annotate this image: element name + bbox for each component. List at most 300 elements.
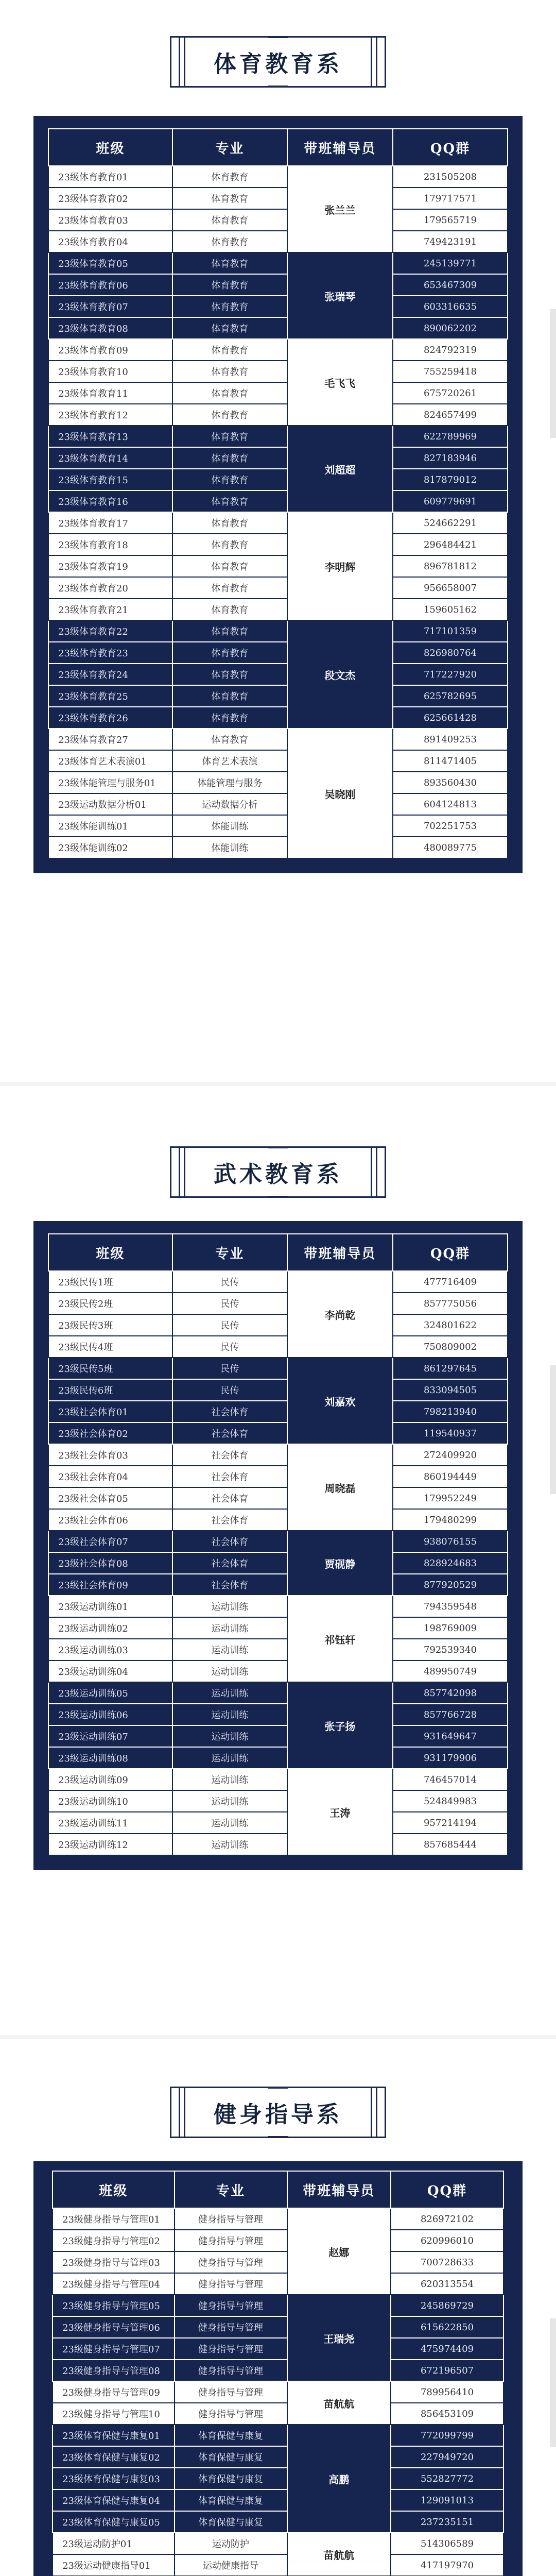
- major-cell: 体育教育: [172, 664, 287, 685]
- table-row: [53, 2511, 503, 2533]
- class-name-cell: 23级社会体育09: [48, 1574, 172, 1596]
- class-name-cell: 23级健身指导与管理05: [53, 2295, 175, 2316]
- class-name-cell: 23级体育教育22: [48, 620, 172, 642]
- qq-group-cell[interactable]: 890062202: [393, 317, 508, 339]
- table-row: [48, 1725, 508, 1747]
- qq-group-cell[interactable]: 514306589: [391, 2533, 503, 2554]
- major-cell: 体育艺术表演: [172, 750, 287, 772]
- qq-group-cell[interactable]: 179952249: [393, 1487, 508, 1509]
- class-name-cell: 23级运动健康指导01: [53, 2554, 175, 2576]
- class-name-cell: 23级体育教育01: [48, 166, 172, 188]
- table-row: [48, 815, 508, 837]
- qq-group-cell[interactable]: 524662291: [393, 512, 508, 534]
- advisor-cell: 贾砚静: [287, 1531, 393, 1596]
- table-row: [48, 426, 508, 447]
- qq-group-cell[interactable]: 296484421: [393, 534, 508, 555]
- major-cell: 体能训练: [172, 837, 287, 858]
- class-name-cell: 23级民传4班: [48, 1336, 172, 1358]
- major-cell: 体育教育: [172, 166, 287, 188]
- table-row: [48, 664, 508, 685]
- class-name-cell: 23级体育教育19: [48, 555, 172, 577]
- qq-group-cell[interactable]: 179480299: [393, 1509, 508, 1531]
- qq-group-cell[interactable]: 798213940: [393, 1401, 508, 1422]
- table-frame: [33, 1221, 523, 1870]
- column-header: QQ群: [393, 129, 508, 166]
- major-cell: 社会体育: [172, 1444, 287, 1466]
- table-row: [48, 490, 508, 512]
- column-header: 班级: [53, 2171, 175, 2208]
- qq-group-cell[interactable]: 956658007: [393, 577, 508, 599]
- major-cell: 体育教育: [172, 361, 287, 382]
- table-row: [48, 1682, 508, 1704]
- section-title-frame: [0, 36, 556, 88]
- qq-group-cell[interactable]: 480089775: [393, 837, 508, 858]
- qq-group-cell[interactable]: 826980764: [393, 642, 508, 664]
- major-cell: 运动训练: [172, 1704, 287, 1725]
- class-name-cell: 23级体育教育02: [48, 188, 172, 209]
- major-cell: 健身指导与管理: [175, 2230, 287, 2251]
- major-cell: 健身指导与管理: [175, 2295, 287, 2316]
- class-name-cell: 23级健身指导与管理03: [53, 2251, 175, 2273]
- qq-group-cell[interactable]: 675720261: [393, 382, 508, 404]
- class-name-cell: 23级体育教育26: [48, 707, 172, 728]
- class-name-cell: 23级健身指导与管理09: [53, 2381, 175, 2403]
- qq-group-cell[interactable]: 620996010: [391, 2230, 503, 2251]
- qq-group-cell[interactable]: 856453109: [391, 2403, 503, 2425]
- class-name-cell: 23级体育教育16: [48, 490, 172, 512]
- qq-group-cell[interactable]: 700728633: [391, 2251, 503, 2273]
- table-header-row: [48, 129, 508, 166]
- major-cell: 体育保健与康复: [175, 2425, 287, 2446]
- table-row: [48, 707, 508, 728]
- qq-group-cell[interactable]: 231505208: [393, 166, 508, 188]
- table-row: [48, 1422, 508, 1444]
- table-row: [53, 2230, 503, 2251]
- qq-group-cell[interactable]: 245869729: [391, 2295, 503, 2316]
- qq-group-cell[interactable]: 833094505: [393, 1379, 508, 1401]
- class-name-cell: 23级体育保健与康复05: [53, 2511, 175, 2533]
- class-name-cell: 23级体育教育12: [48, 404, 172, 426]
- table-row: [48, 188, 508, 209]
- class-name-cell: 23级社会体育06: [48, 1509, 172, 1531]
- major-cell: 运动训练: [172, 1769, 287, 1790]
- major-cell: 运动训练: [172, 1660, 287, 1682]
- class-name-cell: 23级运动训练01: [48, 1596, 172, 1617]
- major-cell: 体育教育: [172, 317, 287, 339]
- table-row: [48, 1531, 508, 1552]
- class-name-cell: 23级体育教育18: [48, 534, 172, 555]
- qq-group-cell[interactable]: 272409920: [393, 1444, 508, 1466]
- class-name-cell: 23级体育教育27: [48, 728, 172, 750]
- class-name-cell: 23级体育教育10: [48, 361, 172, 382]
- table-row: [48, 620, 508, 642]
- column-header: 班级: [48, 129, 172, 166]
- qq-group-cell[interactable]: 119540937: [393, 1422, 508, 1444]
- class-name-cell: 23级民传5班: [48, 1358, 172, 1379]
- major-cell: 健身指导与管理: [175, 2316, 287, 2338]
- class-name-cell: 23级社会体育07: [48, 1531, 172, 1552]
- advisor-cell: 吴晓刚: [287, 728, 393, 858]
- column-header: 带班辅导员: [287, 2171, 391, 2208]
- major-cell: 运动训练: [172, 1747, 287, 1769]
- major-cell: 运动训练: [172, 1682, 287, 1704]
- column-header: QQ群: [393, 1234, 508, 1271]
- qq-group-cell[interactable]: 324801622: [393, 1314, 508, 1336]
- major-cell: 民传: [172, 1293, 287, 1314]
- qq-group-cell[interactable]: 877920529: [393, 1574, 508, 1596]
- major-cell: 体能管理与服务: [172, 772, 287, 793]
- qq-group-cell[interactable]: 824657499: [393, 404, 508, 426]
- class-name-cell: 23级体育教育08: [48, 317, 172, 339]
- qq-group-cell[interactable]: 857775056: [393, 1293, 508, 1314]
- major-cell: 体育教育: [172, 620, 287, 642]
- major-cell: 社会体育: [172, 1531, 287, 1552]
- qq-group-cell[interactable]: 893560430: [393, 772, 508, 793]
- advisor-cell: 祁钰轩: [287, 1596, 393, 1682]
- class-name-cell: 23级运动训练12: [48, 1834, 172, 1855]
- table-row: [53, 2533, 503, 2554]
- table-row: [48, 1704, 508, 1725]
- qq-group-cell[interactable]: 702251753: [393, 815, 508, 837]
- major-cell: 体育教育: [172, 599, 287, 620]
- table-row: [48, 166, 508, 188]
- column-header: 专业: [172, 1234, 287, 1271]
- section-title-frame: [0, 2087, 556, 2138]
- major-cell: 体育教育: [172, 404, 287, 426]
- table-row: [48, 252, 508, 274]
- table-row: [48, 1466, 508, 1487]
- table-row: [48, 1574, 508, 1596]
- class-name-cell: 23级体育保健与康复03: [53, 2468, 175, 2489]
- major-cell: 社会体育: [172, 1487, 287, 1509]
- major-cell: 运动训练: [172, 1725, 287, 1747]
- table-row: [48, 231, 508, 252]
- qq-group-cell[interactable]: 749423191: [393, 231, 508, 252]
- table-row: [48, 1596, 508, 1617]
- class-name-cell: 23级体育教育07: [48, 296, 172, 317]
- qq-group-cell[interactable]: 129091013: [391, 2489, 503, 2511]
- advisor-cell: 李明辉: [287, 512, 393, 620]
- class-name-cell: 23级体育教育14: [48, 447, 172, 469]
- major-cell: 体育教育: [172, 469, 287, 490]
- advisor-cell: 张瑞琴: [287, 252, 393, 339]
- class-name-cell: 23级体育教育11: [48, 382, 172, 404]
- major-cell: 体育教育: [172, 685, 287, 707]
- major-cell: 健身指导与管理: [175, 2360, 287, 2381]
- advisor-cell: 赵娜: [287, 2208, 391, 2295]
- qq-group-cell[interactable]: 179565719: [393, 209, 508, 231]
- qq-group-cell[interactable]: 609779691: [393, 490, 508, 512]
- qq-group-cell[interactable]: 860194449: [393, 1466, 508, 1487]
- qq-group-cell[interactable]: 475974409: [391, 2338, 503, 2360]
- table-row: [53, 2251, 503, 2273]
- class-name-cell: 23级运动训练06: [48, 1704, 172, 1725]
- major-cell: 体育教育: [172, 490, 287, 512]
- table-row: [48, 1509, 508, 1531]
- table-row: [48, 382, 508, 404]
- class-name-cell: 23级运动训练10: [48, 1790, 172, 1812]
- qq-group-cell[interactable]: 861297645: [393, 1358, 508, 1379]
- table-row: [48, 296, 508, 317]
- column-header: 班级: [48, 1234, 172, 1271]
- major-cell: 民传: [172, 1314, 287, 1336]
- major-cell: 运动训练: [172, 1790, 287, 1812]
- section-title: 体育教育系: [214, 51, 342, 77]
- major-cell: 社会体育: [172, 1509, 287, 1531]
- table-row: [48, 1379, 508, 1401]
- class-name-cell: 23级民传1班: [48, 1271, 172, 1293]
- table-row: [53, 2554, 503, 2576]
- qq-group-cell[interactable]: 755259418: [393, 361, 508, 382]
- qq-group-cell[interactable]: 817879012: [393, 469, 508, 490]
- major-cell: 社会体育: [172, 1466, 287, 1487]
- qq-group-cell[interactable]: 828924683: [393, 1552, 508, 1574]
- qq-group-cell[interactable]: 789956410: [391, 2381, 503, 2403]
- table-row: [53, 2425, 503, 2446]
- class-name-cell: 23级社会体育08: [48, 1552, 172, 1574]
- table-row: [53, 2403, 503, 2425]
- table-row: [48, 1487, 508, 1509]
- qq-group-cell[interactable]: 477716409: [393, 1271, 508, 1293]
- qq-group-cell[interactable]: 750809002: [393, 1336, 508, 1358]
- advisor-cell: 段文杰: [287, 620, 393, 728]
- qq-group-cell[interactable]: 625782695: [393, 685, 508, 707]
- qq-group-cell[interactable]: 957214194: [393, 1812, 508, 1834]
- major-cell: 运动训练: [172, 1596, 287, 1617]
- class-name-cell: 23级体育教育06: [48, 274, 172, 296]
- qq-group-cell[interactable]: 717101359: [393, 620, 508, 642]
- column-header: 带班辅导员: [287, 1234, 393, 1271]
- class-name-cell: 23级社会体育01: [48, 1401, 172, 1422]
- qq-group-cell[interactable]: 489950749: [393, 1660, 508, 1682]
- major-cell: 体育教育: [172, 728, 287, 750]
- class-name-cell: 23级运动训练11: [48, 1812, 172, 1834]
- major-cell: 运动训练: [172, 1639, 287, 1660]
- qq-group-cell[interactable]: 417197970: [391, 2554, 503, 2576]
- table-row: [53, 2338, 503, 2360]
- major-cell: 健身指导与管理: [175, 2273, 287, 2295]
- qq-group-cell[interactable]: 604124813: [393, 793, 508, 815]
- table-row: [48, 1812, 508, 1834]
- class-name-cell: 23级健身指导与管理08: [53, 2360, 175, 2381]
- advisor-cell: 刘超超: [287, 426, 393, 512]
- table-row: [53, 2208, 503, 2230]
- major-cell: 健身指导与管理: [175, 2251, 287, 2273]
- table-row: [48, 728, 508, 750]
- advisor-cell: 毛飞飞: [287, 339, 393, 426]
- table-frame: [33, 116, 523, 873]
- table-row: [48, 750, 508, 772]
- major-cell: 体育教育: [172, 188, 287, 209]
- major-cell: 健身指导与管理: [175, 2208, 287, 2230]
- class-name-cell: 23级体能管理与服务01: [48, 772, 172, 793]
- table-row: [53, 2446, 503, 2468]
- qq-group-cell[interactable]: 620313554: [391, 2273, 503, 2295]
- class-name-cell: 23级健身指导与管理02: [53, 2230, 175, 2251]
- class-name-cell: 23级体育教育25: [48, 685, 172, 707]
- advisor-cell: 张子扬: [287, 1682, 393, 1769]
- major-cell: 运动防护: [175, 2533, 287, 2554]
- major-cell: 民传: [172, 1379, 287, 1401]
- major-cell: 体育保健与康复: [175, 2468, 287, 2489]
- qq-group-cell[interactable]: 227949720: [391, 2446, 503, 2468]
- major-cell: 体能训练: [172, 815, 287, 837]
- table-frame: [33, 2161, 523, 2576]
- advisor-cell: 李尚乾: [287, 1271, 393, 1358]
- qq-group-cell[interactable]: 717227920: [393, 664, 508, 685]
- qq-group-cell[interactable]: 827183946: [393, 447, 508, 469]
- table-row: [48, 1314, 508, 1336]
- major-cell: 体育保健与康复: [175, 2446, 287, 2468]
- advisor-cell: 苗航航: [287, 2381, 391, 2425]
- advisor-cell: 王涛: [287, 1769, 393, 1855]
- qq-group-cell[interactable]: 622789969: [393, 426, 508, 447]
- major-cell: 健身指导与管理: [175, 2381, 287, 2403]
- qq-group-cell[interactable]: 237235151: [391, 2511, 503, 2533]
- major-cell: 体育教育: [172, 231, 287, 252]
- class-name-cell: 23级健身指导与管理06: [53, 2316, 175, 2338]
- qq-group-cell[interactable]: 931649647: [393, 1725, 508, 1747]
- qq-group-cell[interactable]: 938076155: [393, 1531, 508, 1552]
- qq-group-cell[interactable]: 794359548: [393, 1596, 508, 1617]
- column-header: QQ群: [391, 2171, 503, 2208]
- major-cell: 民传: [172, 1358, 287, 1379]
- class-table: [48, 128, 508, 859]
- table-row: [48, 837, 508, 858]
- qq-group-cell[interactable]: 811471405: [393, 750, 508, 772]
- class-name-cell: 23级运动训练04: [48, 1660, 172, 1682]
- table-row: [48, 1293, 508, 1314]
- qq-group-cell[interactable]: 625661428: [393, 707, 508, 728]
- qq-group-cell[interactable]: 857685444: [393, 1834, 508, 1855]
- major-cell: 体育教育: [172, 252, 287, 274]
- table-row: [48, 1617, 508, 1639]
- table-row: [53, 2360, 503, 2381]
- qq-group-cell[interactable]: 857742098: [393, 1682, 508, 1704]
- class-name-cell: 23级健身指导与管理07: [53, 2338, 175, 2360]
- class-name-cell: 23级健身指导与管理04: [53, 2273, 175, 2295]
- major-cell: 体育教育: [172, 707, 287, 728]
- class-name-cell: 23级运动训练09: [48, 1769, 172, 1790]
- major-cell: 体育保健与康复: [175, 2489, 287, 2511]
- qq-group-cell[interactable]: 792539340: [393, 1639, 508, 1660]
- qq-group-cell[interactable]: 772099799: [391, 2425, 503, 2446]
- class-name-cell: 23级运动训练08: [48, 1747, 172, 1769]
- qq-group-cell[interactable]: 524849983: [393, 1790, 508, 1812]
- qq-group-cell[interactable]: 896781812: [393, 555, 508, 577]
- major-cell: 运动训练: [172, 1834, 287, 1855]
- table-header-row: [48, 1234, 508, 1271]
- qq-group-cell[interactable]: 653467309: [393, 274, 508, 296]
- table-row: [48, 642, 508, 664]
- table-row: [53, 2489, 503, 2511]
- qq-group-cell[interactable]: 245139771: [393, 252, 508, 274]
- qq-group-cell[interactable]: 179717571: [393, 188, 508, 209]
- qq-group-cell[interactable]: 891409253: [393, 728, 508, 750]
- class-table: [48, 1233, 508, 1856]
- section-title-frame: [0, 1146, 556, 1198]
- advisor-cell: 周晓磊: [287, 1444, 393, 1531]
- major-cell: 运动健康指导: [175, 2554, 287, 2576]
- qq-group-cell[interactable]: 552827772: [391, 2468, 503, 2489]
- class-name-cell: 23级运动训练02: [48, 1617, 172, 1639]
- major-cell: 运动训练: [172, 1812, 287, 1834]
- class-name-cell: 23级民传3班: [48, 1314, 172, 1336]
- table-row: [53, 2381, 503, 2403]
- table-row: [48, 317, 508, 339]
- class-name-cell: 23级体育保健与康复02: [53, 2446, 175, 2468]
- class-name-cell: 23级健身指导与管理01: [53, 2208, 175, 2230]
- qq-group-cell[interactable]: 615622850: [391, 2316, 503, 2338]
- major-cell: 民传: [172, 1336, 287, 1358]
- major-cell: 体育保健与康复: [175, 2511, 287, 2533]
- table-row: [53, 2295, 503, 2316]
- major-cell: 社会体育: [172, 1401, 287, 1422]
- major-cell: 体育教育: [172, 274, 287, 296]
- major-cell: 体育教育: [172, 555, 287, 577]
- table-row: [48, 209, 508, 231]
- table-row: [48, 1271, 508, 1293]
- class-name-cell: 23级社会体育05: [48, 1487, 172, 1509]
- qq-group-cell[interactable]: 857766728: [393, 1704, 508, 1725]
- qq-group-cell[interactable]: 826972102: [391, 2208, 503, 2230]
- class-name-cell: 23级体育教育20: [48, 577, 172, 599]
- qq-group-cell[interactable]: 603316635: [393, 296, 508, 317]
- qq-group-cell[interactable]: 198769009: [393, 1617, 508, 1639]
- qq-group-cell[interactable]: 159605162: [393, 599, 508, 620]
- column-header: 带班辅导员: [287, 129, 393, 166]
- table-row: [48, 512, 508, 534]
- column-header: 专业: [175, 2171, 287, 2208]
- class-name-cell: 23级体育教育15: [48, 469, 172, 490]
- major-cell: 体育教育: [172, 512, 287, 534]
- table-row: [48, 1660, 508, 1682]
- table-row: [48, 555, 508, 577]
- class-name-cell: 23级运动训练03: [48, 1639, 172, 1660]
- table-row: [48, 404, 508, 426]
- table-row: [48, 469, 508, 490]
- table-row: [48, 1552, 508, 1574]
- class-name-cell: 23级社会体育04: [48, 1466, 172, 1487]
- major-cell: 民传: [172, 1271, 287, 1293]
- major-cell: 体育教育: [172, 447, 287, 469]
- class-name-cell: 23级体育保健与康复04: [53, 2489, 175, 2511]
- table-row: [48, 1639, 508, 1660]
- class-name-cell: 23级体育教育23: [48, 642, 172, 664]
- advisor-cell: 苗航航: [287, 2533, 391, 2576]
- class-name-cell: 23级健身指导与管理10: [53, 2403, 175, 2425]
- major-cell: 体育教育: [172, 382, 287, 404]
- table-row: [48, 793, 508, 815]
- class-name-cell: 23级体育艺术表演01: [48, 750, 172, 772]
- table-row: [48, 1358, 508, 1379]
- table-row: [48, 1336, 508, 1358]
- class-name-cell: 23级体育教育04: [48, 231, 172, 252]
- class-name-cell: 23级体能训练02: [48, 837, 172, 858]
- qq-group-cell[interactable]: 672196507: [391, 2360, 503, 2381]
- qq-group-cell[interactable]: 931179906: [393, 1747, 508, 1769]
- qq-group-cell[interactable]: 746457014: [393, 1769, 508, 1790]
- advisor-cell: 张兰兰: [287, 166, 393, 252]
- qq-group-cell[interactable]: 824792319: [393, 339, 508, 361]
- table-row: [48, 599, 508, 620]
- advisor-cell: 高鹏: [287, 2425, 391, 2533]
- class-name-cell: 23级运动训练07: [48, 1725, 172, 1747]
- table-row: [48, 1769, 508, 1790]
- major-cell: 健身指导与管理: [175, 2338, 287, 2360]
- major-cell: 社会体育: [172, 1422, 287, 1444]
- class-name-cell: 23级社会体育03: [48, 1444, 172, 1466]
